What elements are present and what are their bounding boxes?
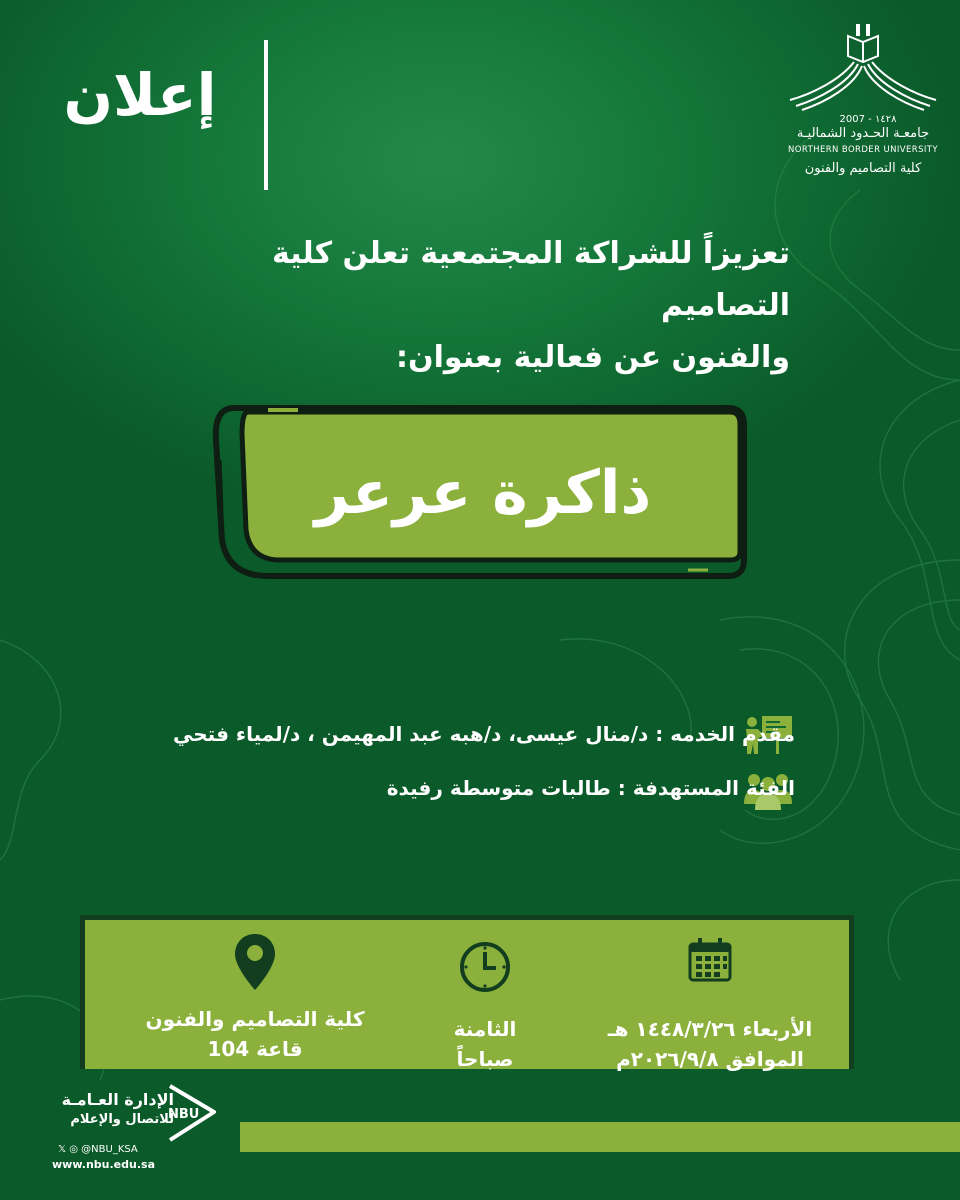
time-detail (405, 920, 565, 1070)
clock-icon (458, 940, 512, 994)
place-detail (115, 920, 395, 1070)
logo-university-arabic: جامعـة الحـدود الشماليـة (796, 126, 930, 141)
time-line-1: الثامنة (453, 1017, 517, 1041)
intro-text (150, 228, 790, 384)
social-handle (58, 1144, 138, 1155)
event-title-banner (208, 400, 768, 590)
social-handle-text: @NBU_KSA (81, 1144, 138, 1155)
time-line-2: صباحاً (456, 1047, 514, 1071)
logo-college-name: كلية التصاميم والفنون (804, 161, 922, 176)
place-line-1: كلية التصاميم والفنون (145, 1007, 365, 1031)
instagram-icon: ◎ (69, 1144, 78, 1155)
audience-text: الفئة المستهدفة : طالبات متوسطة رفيدة (386, 776, 795, 800)
presenters-text: مقدم الخدمه : د/منال عيسى، د/هبه عبد المهيمن ، د/لمياء فتحي (173, 722, 795, 746)
bottom-accent-bar (240, 1122, 960, 1152)
event-details-box (80, 915, 854, 1069)
logo-university-english: NORTHERN BORDER UNIVERSITY (788, 145, 938, 155)
date-detail (580, 920, 840, 1070)
header-divider (264, 40, 268, 190)
calendar-icon (686, 936, 734, 984)
footer-media-logo (40, 1070, 230, 1180)
intro-line-2: والفنون عن فعالية بعنوان: (396, 340, 790, 375)
nbu-badge-text: NBU (168, 1107, 200, 1122)
intro-line-1: تعزيزاً للشراكة المجتمعية تعلن كلية التصاميم (271, 236, 790, 323)
date-line-2: الموافق ٢٠٢٦/٩/٨م (616, 1047, 804, 1071)
university-logo (788, 14, 938, 184)
date-line-1: الأربعاء ١٤٤٨/٣/٢٦ هـ (607, 1017, 813, 1041)
announcement-heading: إعلان (63, 61, 217, 129)
logo-years: 2007 - ١٤٢٨ (839, 114, 897, 125)
footer-dept-line-1: الإدارة العـامـة (61, 1090, 174, 1109)
location-pin-icon (233, 932, 277, 994)
event-title: ذاكرة عرعر (314, 458, 652, 528)
nbu-badge (162, 1078, 222, 1148)
x-icon: 𝕏 (58, 1144, 67, 1155)
university-emblem-icon (788, 14, 938, 114)
place-line-2: قاعة 104 (207, 1037, 303, 1061)
footer-dept-line-2: للاتصال والإعلام (70, 1112, 174, 1127)
website-url[interactable]: www.nbu.edu.sa (52, 1158, 155, 1171)
